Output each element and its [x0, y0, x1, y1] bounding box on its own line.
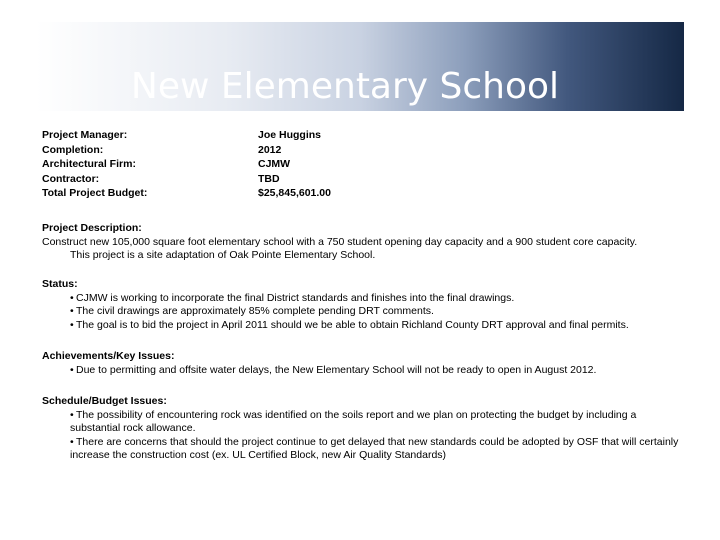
bullet: • [70, 363, 74, 376]
status-item [42, 305, 682, 319]
status-list [42, 292, 682, 333]
project-info-values [258, 128, 331, 201]
bullet: • [70, 408, 74, 421]
status-heading: Status: [42, 278, 78, 290]
schedule-item-text: The possibility of encountering rock was identified on the soils report and we plan on protecting the budget by including a substantial rock allowance. [70, 408, 637, 434]
page-title: New Elementary School [130, 66, 560, 107]
achievements-list [42, 364, 682, 378]
status-item [42, 319, 682, 333]
schedule-heading: Schedule/Budget Issues: [42, 395, 167, 407]
bullet: • [70, 291, 74, 304]
status-item [42, 292, 682, 306]
bullet: • [70, 318, 74, 331]
bullet: • [70, 305, 74, 317]
value-architectural-firm: CJMW [258, 158, 291, 170]
status-item-text: The civil drawings are approximately 85% complete pending DRT comments. [76, 305, 434, 317]
schedule-item [42, 436, 682, 463]
achievements-item-text: Due to permitting and offsite water delays, the New Elementary School will not be ready to open in August 2012. [76, 363, 597, 376]
description-line-1: Construct new 105,000 square foot elementary school with a 750 student opening day capacity and a 900 student core capacity. [42, 235, 638, 248]
bullet: • [70, 435, 74, 448]
achievements-item [42, 364, 682, 378]
description-section [42, 222, 682, 263]
value-completion: 2012 [258, 143, 282, 156]
schedule-list [42, 409, 682, 463]
label-completion: Completion: [42, 143, 104, 156]
label-project-manager: Project Manager: [42, 129, 128, 141]
description-heading: Project Description: [42, 222, 142, 234]
status-item-text: The goal is to bid the project in April 2011 should we be able to obtain Richland County DRT approval and final permits. [76, 318, 629, 331]
value-contractor: TBD [258, 172, 280, 185]
value-total-budget: $25,845,601.00 [258, 187, 331, 199]
title-banner [36, 22, 684, 111]
project-info-labels [42, 128, 147, 201]
label-contractor: Contractor: [42, 172, 100, 185]
achievements-section [42, 350, 682, 377]
achievements-heading: Achievements/Key Issues: [42, 350, 175, 362]
schedule-item-text: There are concerns that should the project continue to get delayed that new standards could be adopted by OSF that will certainly increase the construction cost (ex. UL Certified Block, new Air Quality Standards) [70, 435, 679, 461]
description-line-2: This project is a site adaptation of Oak Pointe Elementary School. [70, 249, 376, 261]
value-project-manager: Joe Huggins [258, 129, 322, 141]
schedule-item [42, 409, 682, 436]
status-item-text: CJMW is working to incorporate the final District standards and finishes into the final drawings. [76, 291, 515, 304]
schedule-section [42, 395, 682, 463]
status-section [42, 278, 682, 332]
label-total-budget: Total Project Budget: [42, 187, 148, 199]
label-architectural-firm: Architectural Firm: [42, 158, 136, 170]
